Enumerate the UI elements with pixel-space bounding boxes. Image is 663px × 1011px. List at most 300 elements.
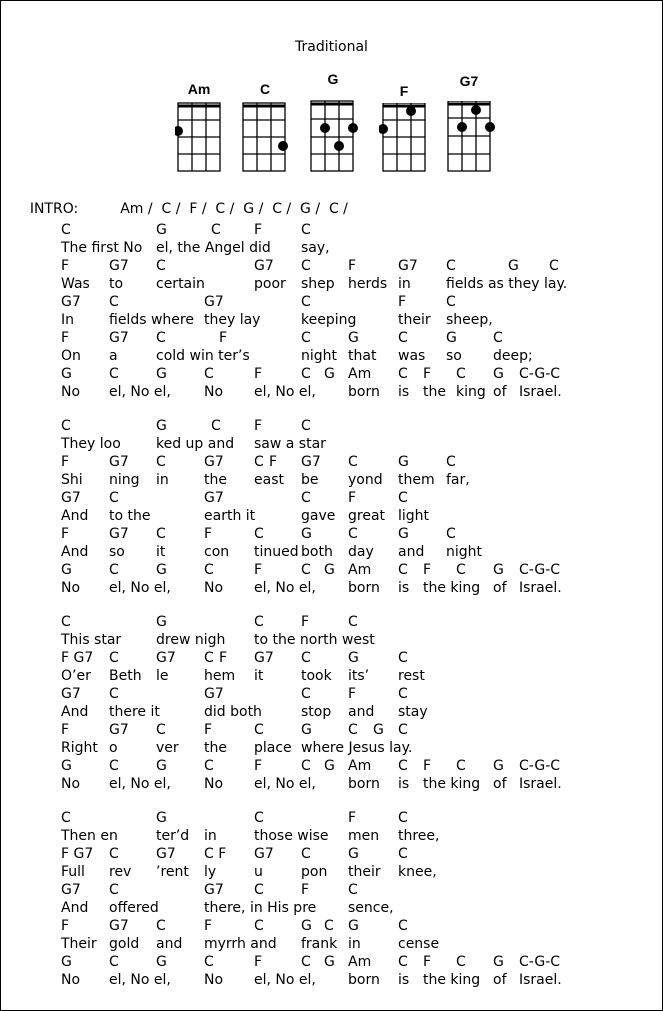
lyric-fragment: ver — [156, 740, 179, 756]
chord-symbol: C-G-C — [519, 954, 561, 970]
lyric-fragment: ’rent — [156, 864, 189, 880]
chord-line — [1, 685, 662, 703]
chord-line — [1, 257, 662, 275]
lyric-line — [1, 435, 662, 453]
lyric-fragment: great — [348, 508, 386, 524]
lyric-fragment: tinued — [254, 544, 299, 560]
chord-symbol: C — [324, 918, 334, 934]
chord-symbol: C — [348, 526, 358, 542]
chord-symbol: G7 — [156, 846, 176, 862]
chord-symbol: G — [493, 562, 504, 578]
chord-symbol: G7 — [301, 454, 321, 470]
chord-symbol: G — [324, 758, 335, 774]
chord-symbol: G7 — [109, 722, 129, 738]
lyric-fragment: Then en — [61, 828, 118, 844]
chord-symbol: F — [204, 526, 213, 542]
lyric-fragment: cense — [398, 936, 440, 952]
chord-symbol: C — [348, 722, 358, 738]
chord-symbol: F — [254, 418, 263, 434]
lyric-fragment: O’er — [61, 668, 91, 684]
lyric-fragment: el, No el, — [109, 972, 171, 988]
chord-line — [1, 489, 662, 507]
chord-symbol: C — [398, 366, 408, 382]
lyric-fragment: east — [254, 472, 284, 488]
chord-symbol: G — [493, 366, 504, 382]
chord-symbol: F — [348, 258, 357, 274]
chord-symbol: C — [61, 614, 71, 630]
lyric-fragment: and — [398, 544, 425, 560]
chord-symbol: C — [211, 418, 221, 434]
chord-symbol: C — [109, 954, 119, 970]
chord-symbol: F — [61, 722, 70, 738]
lyric-fragment: This star — [61, 632, 122, 648]
chord-symbol: C — [301, 758, 311, 774]
lyric-fragment: born — [348, 972, 380, 988]
chord-symbol: C — [398, 810, 408, 826]
lyric-fragment: their — [348, 864, 381, 880]
chord-symbol: G — [156, 954, 167, 970]
chord-symbol: G — [398, 454, 409, 470]
chord-symbol: C — [156, 722, 166, 738]
chord-symbol: C — [456, 366, 466, 382]
song-body — [1, 221, 662, 1001]
chord-symbol: F G7 — [61, 846, 94, 862]
chord-symbol: G — [301, 722, 312, 738]
lyric-fragment: earth it — [204, 508, 256, 524]
fretboard-icon — [241, 101, 291, 173]
chord-symbol: C — [204, 954, 214, 970]
lyric-fragment: keeping — [301, 312, 357, 328]
chord-symbol: F — [61, 454, 70, 470]
chord-symbol: G7 — [204, 882, 224, 898]
chord-symbol: G — [373, 722, 384, 738]
lyric-fragment: stay — [398, 704, 428, 720]
chord-line — [1, 757, 662, 775]
chord-symbol: C — [301, 686, 311, 702]
lyric-fragment: to the — [109, 508, 151, 524]
chord-diagram-am — [175, 81, 223, 173]
chord-symbol: F — [254, 366, 263, 382]
lyric-fragment: el, No el, — [254, 776, 316, 792]
lyric-fragment: ked up and — [156, 436, 235, 452]
lyric-line — [1, 775, 662, 793]
lyric-line — [1, 971, 662, 989]
chord-symbol: F — [269, 454, 278, 470]
lyric-fragment: and — [348, 704, 375, 720]
chord-symbol: C — [348, 614, 358, 630]
chord-symbol: G7 — [109, 454, 129, 470]
chord-symbol: G — [324, 954, 335, 970]
lyric-fragment: yond — [348, 472, 383, 488]
chord-symbol: G7 — [109, 258, 129, 274]
chord-symbol: C — [348, 454, 358, 470]
chord-symbol: C — [398, 758, 408, 774]
chord-symbol: G — [493, 758, 504, 774]
chord-symbol: F — [301, 882, 310, 898]
lyric-fragment: u — [254, 864, 263, 880]
lyric-fragment: el, the Angel did — [156, 240, 271, 256]
fretboard-icon — [308, 99, 360, 181]
lyric-fragment: o — [109, 740, 118, 756]
chord-symbol: C — [493, 330, 503, 346]
lyric-fragment: No — [204, 776, 224, 792]
chord-line — [1, 881, 662, 899]
chord-symbol: C — [61, 810, 71, 826]
chord-symbol: C — [301, 294, 311, 310]
lyric-line — [1, 667, 662, 685]
lyric-fragment: was — [398, 348, 426, 364]
chord-symbol: F — [204, 722, 213, 738]
lyric-fragment: both — [301, 544, 333, 560]
lyric-fragment: in — [398, 276, 411, 292]
chord-symbol: F — [423, 562, 432, 578]
chord-symbol: G — [156, 366, 167, 382]
chord-symbol: C — [456, 562, 466, 578]
lyric-fragment: say, — [301, 240, 330, 256]
chord-symbol: C — [398, 330, 408, 346]
lyric-fragment: the king — [423, 580, 481, 596]
lyric-fragment: them — [398, 472, 435, 488]
lyric-fragment: Israel. — [519, 384, 562, 400]
lyric-line — [1, 935, 662, 953]
chord-symbol: C — [156, 526, 166, 542]
chord-symbol: C — [156, 918, 166, 934]
chord-name: G — [327, 71, 339, 87]
chord-name: Am — [187, 81, 211, 97]
chord-symbol: C — [446, 454, 456, 470]
chord-symbol: C — [254, 722, 264, 738]
lyric-fragment: night — [301, 348, 338, 364]
chord-symbol: F — [348, 686, 357, 702]
lyric-line — [1, 631, 662, 649]
lyric-line — [1, 275, 662, 293]
lyric-fragment: born — [348, 580, 380, 596]
chord-symbol: G7 — [109, 330, 129, 346]
lyric-fragment: hem — [204, 668, 236, 684]
chord-line — [1, 329, 662, 347]
lyric-fragment: el, No el, — [254, 384, 316, 400]
chord-symbol: C — [348, 882, 358, 898]
chord-symbol: G — [156, 418, 167, 434]
chord-symbol: C — [398, 562, 408, 578]
lyric-fragment: of — [493, 580, 507, 596]
chord-symbol: G7 — [61, 882, 81, 898]
lyric-fragment: pon — [301, 864, 328, 880]
lyric-fragment: that — [348, 348, 377, 364]
lyric-line — [1, 543, 662, 561]
song-attribution: Traditional — [295, 39, 368, 55]
chord-symbol: G — [61, 758, 72, 774]
lyric-fragment: day — [348, 544, 374, 560]
lyric-fragment: sence, — [348, 900, 394, 916]
chord-symbol: C — [301, 954, 311, 970]
lyric-fragment: its’ — [348, 668, 370, 684]
lyric-fragment: No — [204, 384, 224, 400]
chord-symbol: C F — [204, 846, 227, 862]
chord-diagram-g7 — [445, 73, 493, 173]
chord-symbol: C — [254, 614, 264, 630]
chord-symbol: G7 — [109, 918, 129, 934]
chord-symbol: C — [446, 258, 456, 274]
chord-symbol: C — [204, 650, 214, 666]
lyric-fragment: The first No — [61, 240, 143, 256]
lyric-fragment: to — [109, 276, 124, 292]
chord-symbol: F — [254, 954, 263, 970]
lyric-fragment: con — [204, 544, 230, 560]
lyric-fragment: rev — [109, 864, 132, 880]
lyric-fragment: deep; — [493, 348, 533, 364]
lyric-fragment: And — [61, 704, 89, 720]
chord-symbol: F — [219, 330, 228, 346]
chord-symbol: C — [254, 526, 264, 542]
chord-symbol: C — [109, 686, 119, 702]
lyric-fragment: king — [456, 384, 486, 400]
chord-symbol: Am — [348, 562, 372, 578]
chord-symbol: F — [348, 490, 357, 506]
chord-line — [1, 525, 662, 543]
lyric-fragment: ly — [204, 864, 217, 880]
lyric-fragment: took — [301, 668, 332, 684]
chord-symbol: C — [109, 650, 119, 666]
chord-symbol: F — [61, 330, 70, 346]
chord-symbol: C — [398, 954, 408, 970]
chord-diagram-g — [308, 71, 358, 173]
fretboard-icon — [379, 103, 431, 175]
fretboard-icon — [445, 101, 497, 181]
lyric-fragment: fields where — [109, 312, 194, 328]
lyric-fragment: No — [61, 384, 81, 400]
chord-symbol: F — [254, 562, 263, 578]
chord-symbol: G — [508, 258, 519, 274]
lyric-fragment: el, No el, — [254, 580, 316, 596]
chord-symbol: G7 — [254, 258, 274, 274]
chord-symbol: C — [301, 222, 311, 238]
lyric-fragment: they lay — [204, 312, 261, 328]
chord-symbol: C-G-C — [519, 562, 561, 578]
lyric-fragment: rest — [398, 668, 425, 684]
lyric-fragment: there it — [109, 704, 160, 720]
chord-symbol: G7 — [204, 686, 224, 702]
lyric-fragment: born — [348, 776, 380, 792]
lyric-fragment: No — [61, 776, 81, 792]
lyric-fragment: the king — [423, 776, 481, 792]
chord-symbol: Am — [348, 954, 372, 970]
lyric-fragment: so — [446, 348, 462, 364]
lyric-fragment: gold — [109, 936, 140, 952]
lyric-fragment: far, — [446, 472, 470, 488]
lyric-fragment: a — [109, 348, 118, 364]
chord-symbol: G — [446, 330, 457, 346]
chord-symbol: G — [156, 562, 167, 578]
lyric-fragment: men — [348, 828, 380, 844]
lyric-fragment: the — [423, 384, 446, 400]
chord-symbol: C — [398, 918, 408, 934]
lyric-fragment: is — [398, 776, 410, 792]
chord-symbol: F — [61, 258, 70, 274]
chord-symbol: G7 — [156, 650, 176, 666]
lyric-line — [1, 863, 662, 881]
lyric-fragment: ning — [109, 472, 140, 488]
chord-symbol: G — [324, 562, 335, 578]
chord-symbol: C — [446, 526, 456, 542]
chord-line — [1, 649, 662, 667]
chord-symbol: C — [301, 846, 311, 862]
lyric-line — [1, 827, 662, 845]
chord-diagram-c — [241, 81, 289, 173]
chord-symbol: G — [348, 650, 359, 666]
lyric-fragment: In — [61, 312, 75, 328]
chord-symbol: C — [211, 222, 221, 238]
chord-symbol: C — [61, 222, 71, 238]
chord-symbol: C — [109, 846, 119, 862]
lyric-fragment: Shi — [61, 472, 83, 488]
chord-name: C — [259, 81, 271, 97]
lyric-fragment: Israel. — [519, 776, 562, 792]
lyric-fragment: poor — [254, 276, 286, 292]
chord-line — [1, 845, 662, 863]
lyric-line — [1, 739, 662, 757]
chord-symbol: C — [398, 722, 408, 738]
chord-symbol: G7 — [254, 846, 274, 862]
chord-line — [1, 561, 662, 579]
lyric-line — [1, 703, 662, 721]
chord-line — [1, 613, 662, 631]
lyric-fragment: the — [204, 472, 227, 488]
lyric-fragment: And — [61, 900, 89, 916]
lyric-fragment: is — [398, 580, 410, 596]
lyric-fragment: gave — [301, 508, 336, 524]
chord-symbol: C — [301, 330, 311, 346]
chord-symbol: C — [301, 258, 311, 274]
intro-label: INTRO: — [29, 201, 79, 217]
lyric-fragment: born — [348, 384, 380, 400]
chord-symbol: C — [549, 258, 559, 274]
chord-symbol: C — [301, 366, 311, 382]
lyric-fragment: certain — [156, 276, 205, 292]
chord-symbol: G — [348, 330, 359, 346]
chord-symbol: F — [61, 526, 70, 542]
lyric-fragment: those wise — [254, 828, 329, 844]
lyric-fragment: myrrh and — [204, 936, 277, 952]
lyric-fragment: No — [204, 580, 224, 596]
chord-line — [1, 953, 662, 971]
chord-symbol: F — [423, 366, 432, 382]
lyric-fragment: place — [254, 740, 292, 756]
chord-symbol: G — [301, 918, 312, 934]
chord-symbol: F G7 — [61, 650, 94, 666]
chord-symbol: G — [348, 918, 359, 934]
lyric-fragment: knee, — [398, 864, 437, 880]
chord-symbol: G — [493, 954, 504, 970]
chord-symbol: G7 — [61, 294, 81, 310]
lyric-fragment: On — [61, 348, 81, 364]
chord-symbol: C-G-C — [519, 758, 561, 774]
chord-symbol: C — [156, 454, 166, 470]
chord-symbol: C — [204, 758, 214, 774]
chord-symbol: C — [254, 882, 264, 898]
lyric-fragment: of — [493, 776, 507, 792]
lyric-fragment: is — [398, 384, 410, 400]
lyric-fragment: in — [156, 472, 169, 488]
chord-symbol: G — [156, 810, 167, 826]
lyric-line — [1, 471, 662, 489]
lyric-fragment: be — [301, 472, 319, 488]
chord-symbol: F — [254, 222, 263, 238]
lyric-fragment: offered — [109, 900, 159, 916]
lyric-fragment: herds — [348, 276, 388, 292]
chord-symbol: F — [204, 918, 213, 934]
intro-progression: Am / C / F / C / G / C / G / C / — [120, 201, 348, 217]
lyric-fragment: did both — [204, 704, 262, 720]
chord-symbol: G7 — [398, 258, 418, 274]
lyric-fragment: el, No el, — [109, 384, 171, 400]
chord-symbol: F — [254, 758, 263, 774]
lyric-fragment: Israel. — [519, 580, 562, 596]
chord-symbol: G7 — [204, 294, 224, 310]
chord-symbol: G — [61, 954, 72, 970]
chord-symbol: G7 — [254, 650, 274, 666]
lyric-fragment: shep — [301, 276, 335, 292]
chord-line — [1, 417, 662, 435]
chord-symbol: G7 — [61, 490, 81, 506]
chord-symbol: C — [204, 366, 214, 382]
chord-symbol: G — [156, 614, 167, 630]
lyric-fragment: cold win ter’s — [156, 348, 250, 364]
chord-symbol: G — [301, 526, 312, 542]
lyric-fragment: three, — [398, 828, 440, 844]
lyric-fragment: light — [398, 508, 430, 524]
lyric-line — [1, 311, 662, 329]
chord-symbol: C — [456, 758, 466, 774]
chord-symbol: G — [156, 758, 167, 774]
chord-name: F — [399, 83, 409, 99]
chord-symbol: G — [61, 562, 72, 578]
lyric-fragment: in — [204, 828, 217, 844]
chord-symbol: C — [254, 918, 264, 934]
lyric-fragment: where Jesus lay. — [301, 740, 413, 756]
lyric-fragment: el, No el, — [109, 776, 171, 792]
lyric-fragment: fields as they lay. — [446, 276, 568, 292]
lyric-fragment: le — [156, 668, 169, 684]
chord-symbol: F — [348, 810, 357, 826]
chord-diagram-f — [379, 83, 429, 173]
lyric-line — [1, 579, 662, 597]
lyric-fragment: their — [398, 312, 431, 328]
chord-line — [1, 293, 662, 311]
chord-symbol: F — [398, 294, 407, 310]
chord-symbol: C — [109, 758, 119, 774]
lyric-line — [1, 239, 662, 257]
chord-symbol: C — [398, 846, 408, 862]
lyric-fragment: of — [493, 972, 507, 988]
lyric-fragment: stop — [301, 704, 332, 720]
chord-symbol: C — [301, 418, 311, 434]
lyric-fragment: the king — [423, 972, 481, 988]
lyric-fragment: of — [493, 384, 507, 400]
chord-symbol: G — [324, 366, 335, 382]
chord-symbol: C-G-C — [519, 366, 561, 382]
chord-line — [1, 721, 662, 739]
chord-symbol: G — [61, 366, 72, 382]
chord-symbol: G — [348, 846, 359, 862]
chord-symbol: G — [398, 526, 409, 542]
chord-symbol: G7 — [61, 686, 81, 702]
lyric-fragment: and — [156, 936, 183, 952]
chord-symbol: C — [301, 562, 311, 578]
lyric-fragment: it — [254, 668, 264, 684]
lyric-fragment: Was — [61, 276, 90, 292]
lyric-fragment: in — [348, 936, 361, 952]
